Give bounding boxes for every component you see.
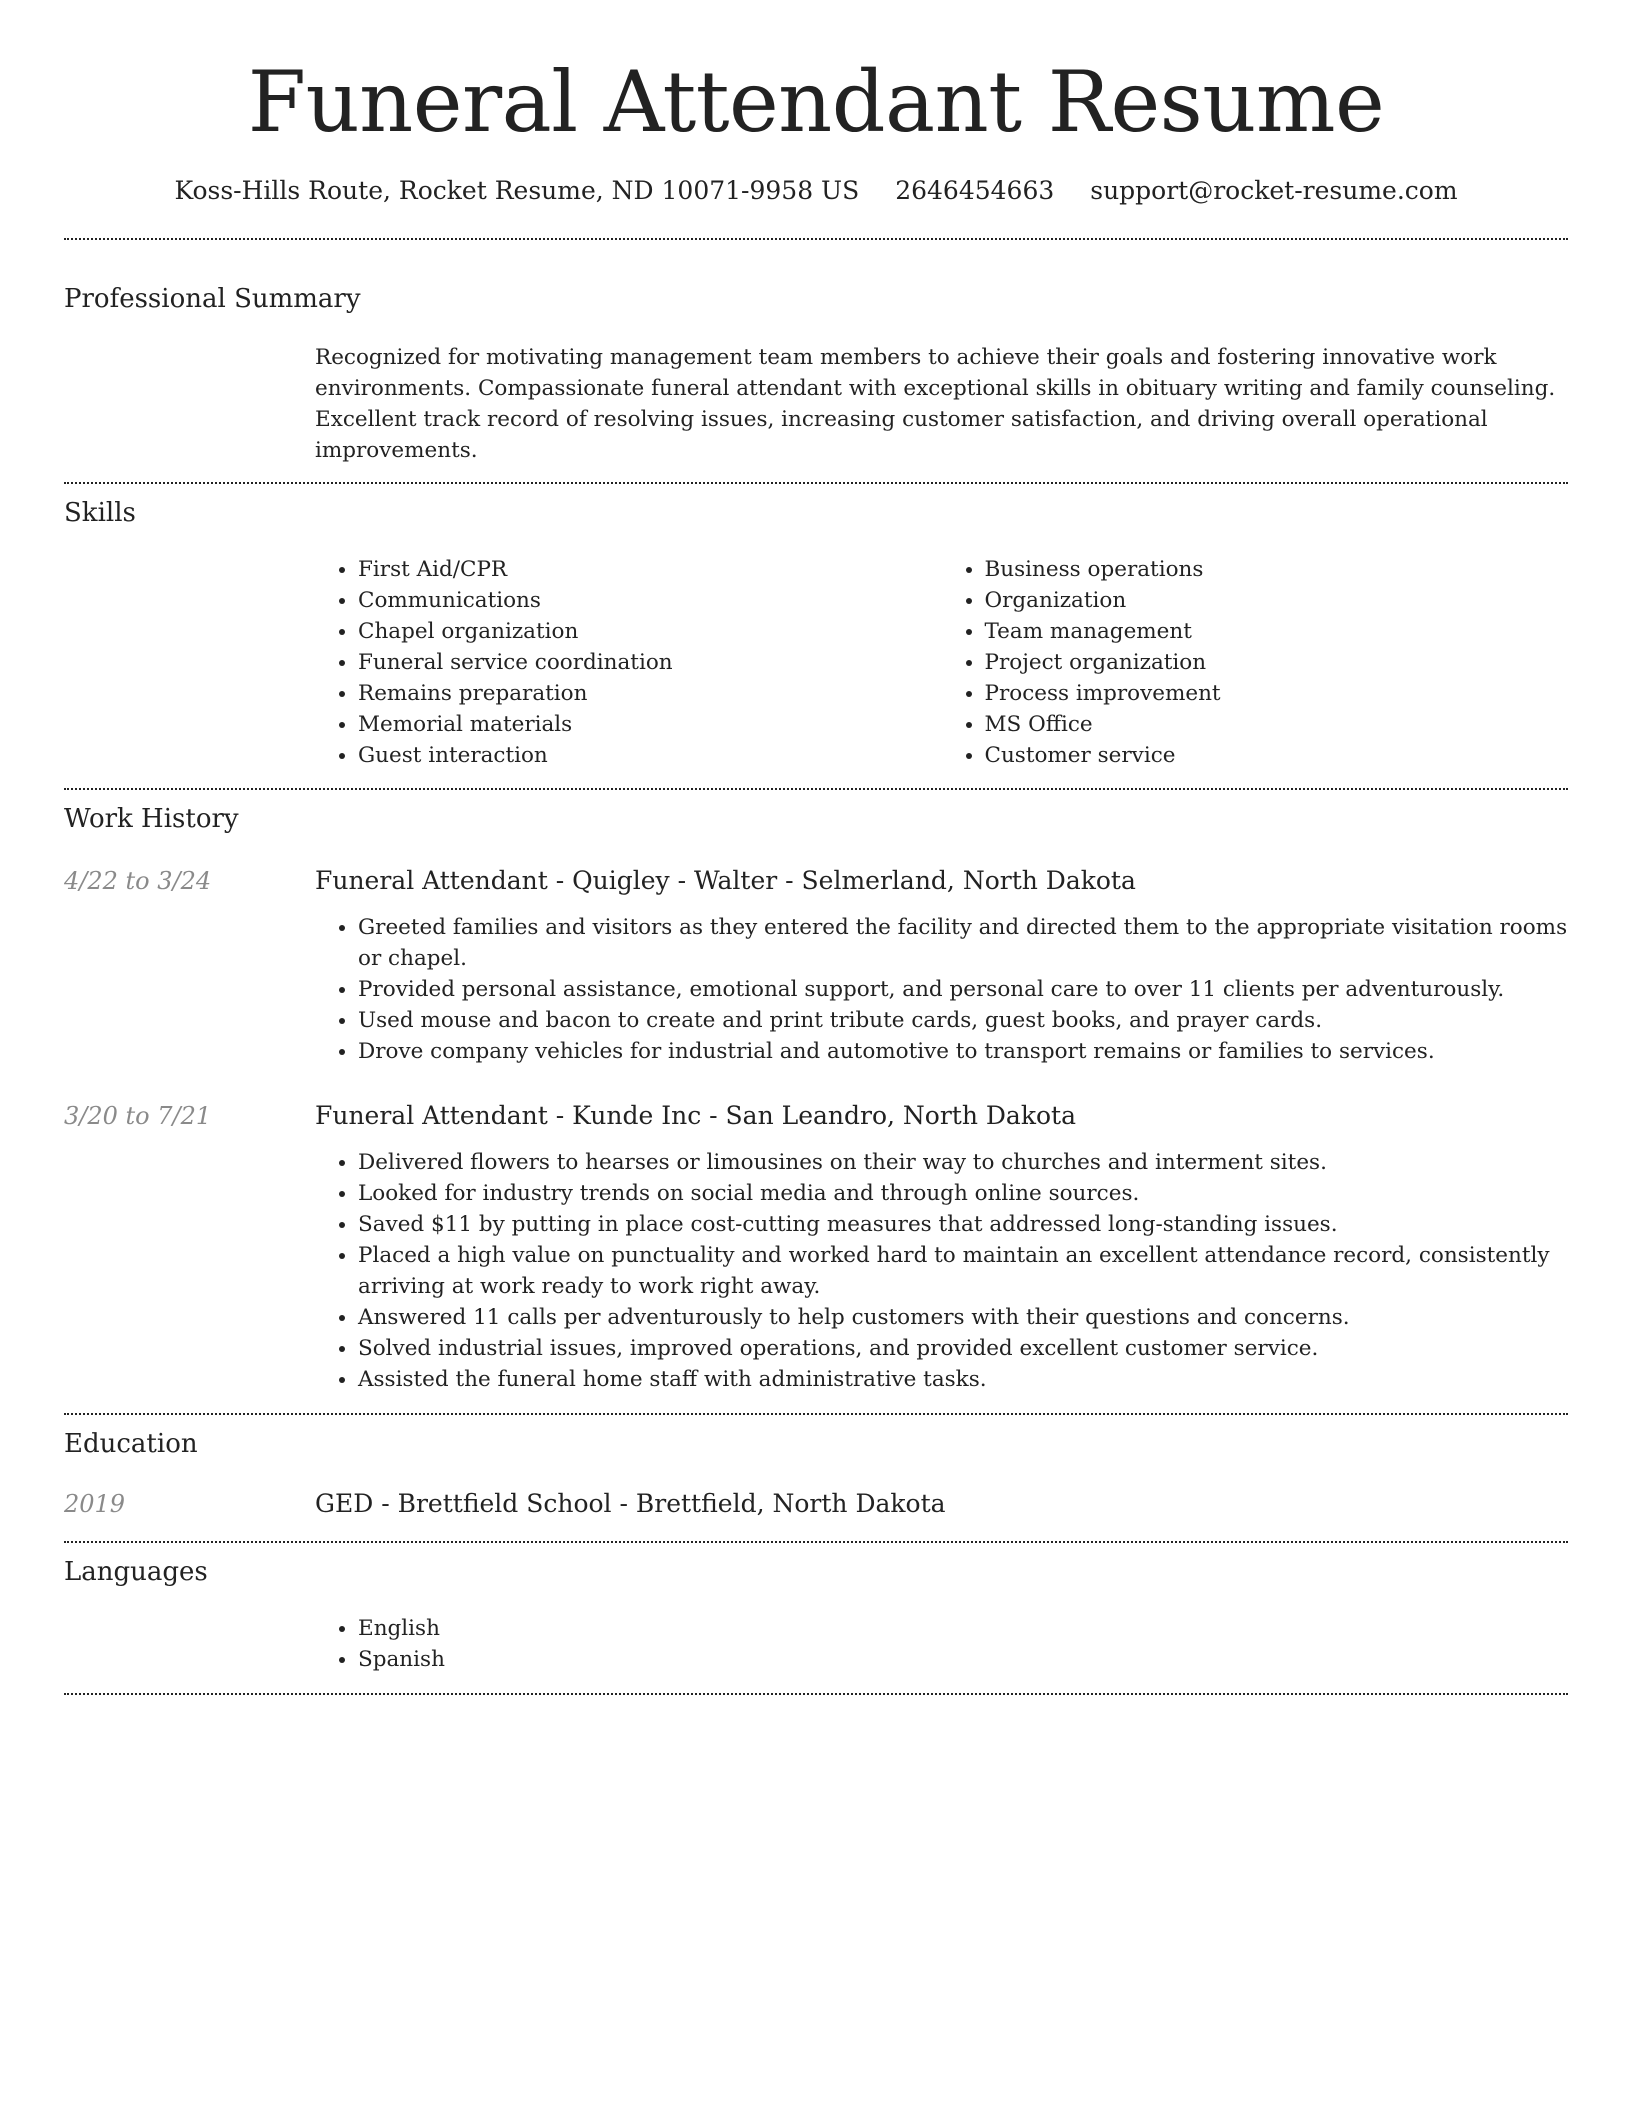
job-dates: 4/22 to 3/24 bbox=[64, 867, 212, 895]
job-bullet: • Assisted the funeral home staff with administrative tasks. bbox=[358, 1364, 1568, 1395]
education-degree: GED - Brettfield School - Brettfield, North Dakota bbox=[315, 1489, 946, 1518]
job-bullet: • Provided personal assistance, emotional support, and personal care to over 11 clients per adventurously. bbox=[358, 974, 1568, 1005]
languages-section bbox=[64, 1555, 1568, 1675]
email-text: support@rocket-resume.com bbox=[1090, 176, 1458, 205]
skills-list-right bbox=[942, 554, 1569, 771]
job-title: Funeral Attendant - Kunde Inc - San Leandro, North Dakota bbox=[315, 1101, 1076, 1130]
skill-item: • Process improvement bbox=[985, 678, 1569, 709]
resume-title: Funeral Attendant Resume bbox=[247, 53, 1385, 151]
skills-list-left bbox=[315, 554, 942, 771]
skill-item: • Chapel organization bbox=[358, 616, 942, 647]
job-bullet: • Placed a high value on punctuality and worked hard to maintain an excellent attendance record, consistently arriving at work ready to work right away. bbox=[358, 1240, 1568, 1302]
skills-grid bbox=[315, 554, 1568, 771]
skill-item: • First Aid/CPR bbox=[358, 554, 942, 585]
language-item: • English bbox=[358, 1613, 1568, 1644]
job-entry bbox=[64, 1099, 1568, 1395]
job-bullet: • Greeted families and visitors as they entered the facility and directed them to the appropriate visitation rooms or chapel. bbox=[358, 912, 1568, 974]
languages-list-wrap bbox=[315, 1613, 1568, 1675]
job-bullets bbox=[315, 1147, 1568, 1395]
skill-item: • Business operations bbox=[985, 554, 1569, 585]
section-divider bbox=[64, 238, 1568, 240]
job-bullet: • Delivered flowers to hearses or limousines on their way to churches and interment sites. bbox=[358, 1147, 1568, 1178]
summary-text: Recognized for motivating management team members to achieve their goals and fostering innovative work environments. Compassionate funeral attendant with exceptional skills in obituary writing and family counseling. Excellent track record of resolving issues, increasing customer satisfaction, and driving overall operational improvements. bbox=[315, 345, 1556, 463]
address-text: Koss-Hills Route, Rocket Resume, ND 10071-9958 US bbox=[174, 176, 860, 205]
skill-item: • Team management bbox=[985, 616, 1569, 647]
job-details bbox=[315, 864, 1568, 1067]
section-divider bbox=[64, 1413, 1568, 1415]
education-section bbox=[64, 1427, 1568, 1521]
language-item: • Spanish bbox=[358, 1644, 1568, 1675]
skill-item: • Memorial materials bbox=[358, 709, 942, 740]
section-divider bbox=[64, 1541, 1568, 1543]
skill-item: • Organization bbox=[985, 585, 1569, 616]
skill-item: • Customer service bbox=[985, 740, 1569, 771]
education-entry bbox=[64, 1487, 1568, 1521]
phone-text: 2646454663 bbox=[895, 176, 1055, 205]
contact-line bbox=[64, 174, 1568, 208]
job-bullet: • Drove company vehicles for industrial and automotive to transport remains or families to services. bbox=[358, 1036, 1568, 1067]
skill-item: • MS Office bbox=[985, 709, 1569, 740]
job-entry bbox=[64, 864, 1568, 1067]
summary-heading: Professional Summary bbox=[64, 284, 361, 314]
job-bullet: • Looked for industry trends on social media and through online sources. bbox=[358, 1178, 1568, 1209]
job-dates: 3/20 to 7/21 bbox=[64, 1102, 212, 1130]
languages-heading: Languages bbox=[64, 1557, 208, 1587]
job-details bbox=[315, 1099, 1568, 1395]
skill-item: • Funeral service coordination bbox=[358, 647, 942, 678]
education-heading: Education bbox=[64, 1429, 198, 1459]
job-bullet: • Answered 11 calls per adventurously to help customers with their questions and concerns. bbox=[358, 1302, 1568, 1333]
job-bullet: • Saved $11 by putting in place cost-cutting measures that addressed long-standing issues. bbox=[358, 1209, 1568, 1240]
work-history-heading: Work History bbox=[64, 804, 239, 834]
skill-item: • Communications bbox=[358, 585, 942, 616]
skill-item: • Project organization bbox=[985, 647, 1569, 678]
job-bullet: • Used mouse and bacon to create and print tribute cards, guest books, and prayer cards. bbox=[358, 1005, 1568, 1036]
job-bullets bbox=[315, 912, 1568, 1067]
skill-item: • Guest interaction bbox=[358, 740, 942, 771]
job-title: Funeral Attendant - Quigley - Walter - Selmerland, North Dakota bbox=[315, 866, 1136, 895]
skill-item: • Remains preparation bbox=[358, 678, 942, 709]
summary-section bbox=[64, 282, 1568, 466]
job-bullet: • Solved industrial issues, improved operations, and provided excellent customer service. bbox=[358, 1333, 1568, 1364]
languages-list bbox=[315, 1613, 1568, 1675]
section-divider bbox=[64, 482, 1568, 484]
education-year: 2019 bbox=[64, 1490, 126, 1518]
work-history-section bbox=[64, 802, 1568, 1395]
resume-page bbox=[64, 0, 1568, 1695]
skills-section bbox=[64, 496, 1568, 771]
skills-heading: Skills bbox=[64, 498, 136, 528]
section-divider bbox=[64, 788, 1568, 790]
section-divider bbox=[64, 1693, 1568, 1695]
